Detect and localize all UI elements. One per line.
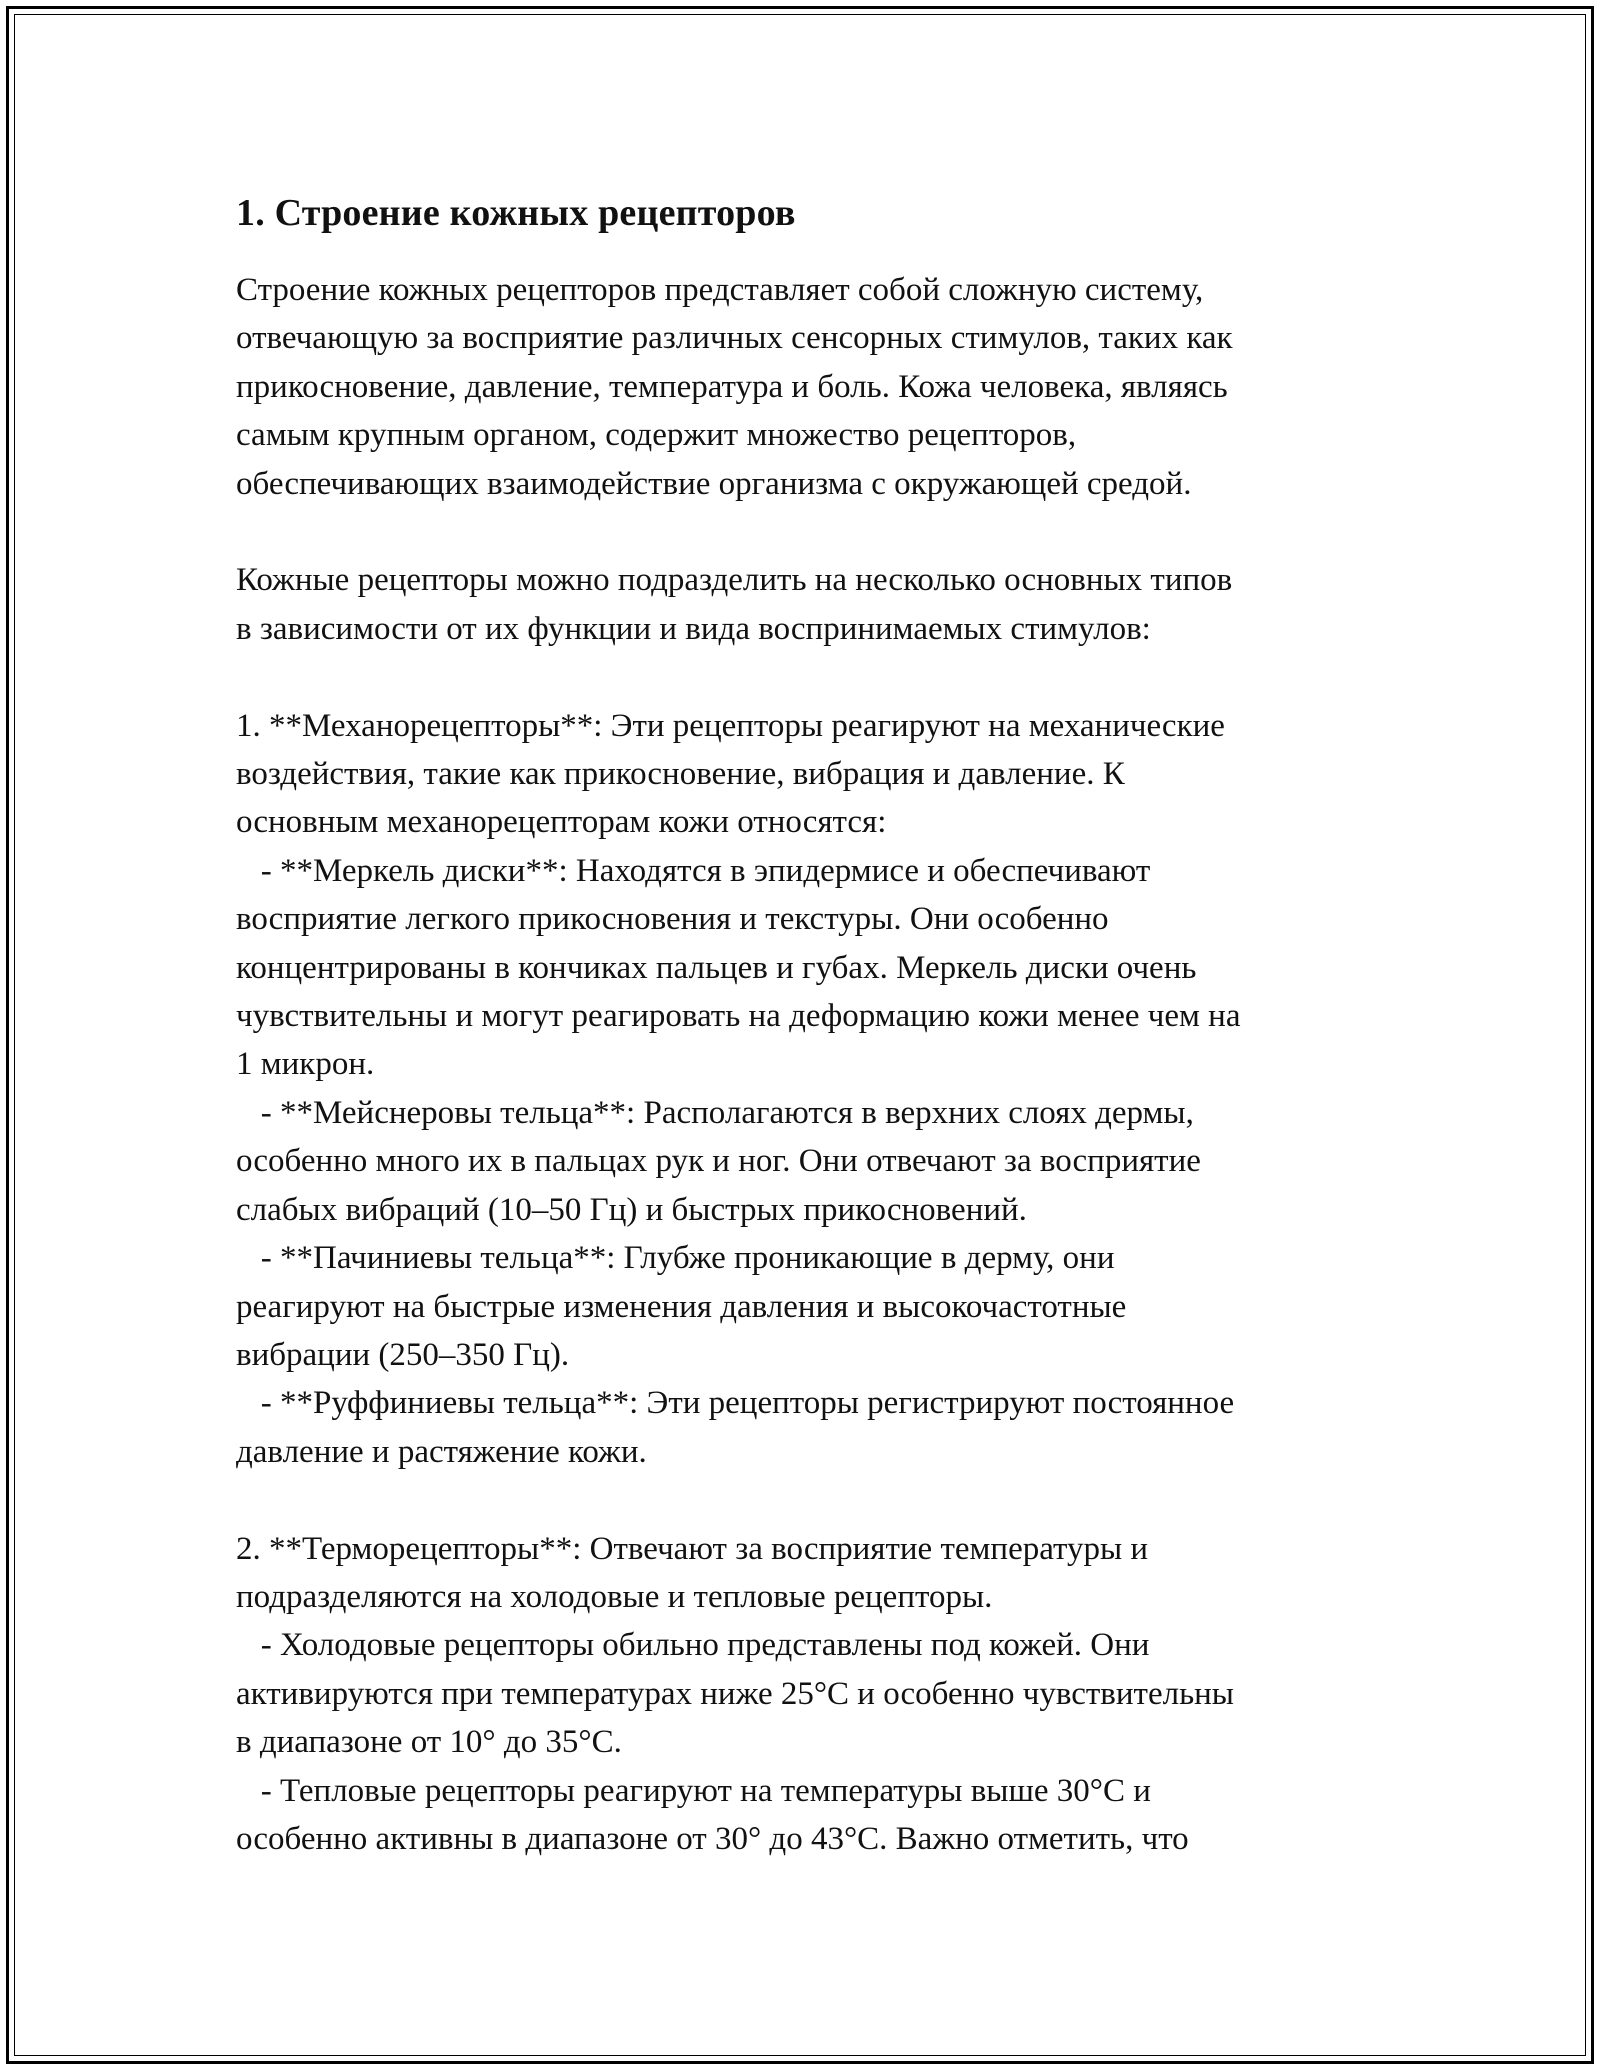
blank-line [236, 1476, 1366, 1524]
text-line: особенно много их в пальцах рук и ног. Они отвечают за восприятие [236, 1143, 1201, 1180]
text-line: давление и растяжение кожи. [236, 1433, 647, 1470]
text-line: основным механорецепторам кожи относятся: [236, 804, 887, 841]
text-line: 1. **Механорецепторы**: Эти рецепторы реагируют на механические [236, 707, 1225, 744]
text-line: чувствительны и могут реагировать на деформацию кожи менее чем на [236, 998, 1241, 1035]
text-line: 2. **Терморецепторы**: Отвечают за восприятие температуры и [236, 1530, 1149, 1567]
blank-line [236, 508, 1366, 556]
text-line: прикосновение, давление, температура и боль. Кожа человека, являясь [236, 368, 1228, 405]
text-line: самым крупным органом, содержит множество рецепторов, [236, 417, 1077, 454]
text-line: - **Мейснеровы тельца**: Располагаются в верхних слоях дермы, [236, 1094, 1194, 1131]
text-line: отвечающую за восприятие различных сенсорных стимулов, таких как [236, 320, 1233, 357]
section-heading: 1. Строение кожных рецепторов [236, 192, 796, 234]
document-page [236, 190, 1366, 1863]
text-line: реагируют на быстрые изменения давления и высокочастотные [236, 1288, 1127, 1325]
text-line: в диапазоне от 10° до 35°C. [236, 1724, 622, 1761]
text-line: слабых вибраций (10–50 Гц) и быстрых прикосновений. [236, 1191, 1027, 1228]
text-line: воздействия, такие как прикосновение, вибрация и давление. К [236, 756, 1125, 793]
text-line: - Холодовые рецепторы обильно представлены под кожей. Они [236, 1627, 1150, 1664]
text-line: 1 микрон. [236, 1046, 375, 1083]
text-line: подразделяются на холодовые и тепловые рецепторы. [236, 1578, 993, 1615]
text-line: активируются при температурах ниже 25°C и особенно чувствительны [236, 1675, 1234, 1712]
blank-line [236, 653, 1366, 701]
text-line: особенно активны в диапазоне от 30° до 43°C. Важно отметить, что [236, 1820, 1189, 1857]
text-line: концентрированы в кончиках пальцев и губах. Меркель диски очень [236, 949, 1197, 986]
text-line: Кожные рецепторы можно подразделить на несколько основных типов [236, 562, 1233, 599]
text-line: - Тепловые рецепторы реагируют на температуры выше 30°C и [236, 1772, 1151, 1809]
document-body [236, 266, 1366, 1863]
text-line: - **Меркель диски**: Находятся в эпидермисе и обеспечивают [236, 852, 1151, 889]
text-line: - **Пачиниевы тельца**: Глубже проникающие в дерму, они [236, 1240, 1115, 1277]
text-line: Строение кожных рецепторов представляет собой сложную систему, [236, 272, 1204, 308]
text-line: восприятие легкого прикосновения и текстуры. Они особенно [236, 901, 1109, 938]
text-line: - **Руффиниевы тельца**: Эти рецепторы регистрируют постоянное [236, 1385, 1235, 1422]
text-line: в зависимости от их функции и вида воспринимаемых стимулов: [236, 610, 1151, 647]
text-line: вибрации (250–350 Гц). [236, 1336, 570, 1373]
text-line: обеспечивающих взаимодействие организма с окружающей средой. [236, 465, 1192, 502]
